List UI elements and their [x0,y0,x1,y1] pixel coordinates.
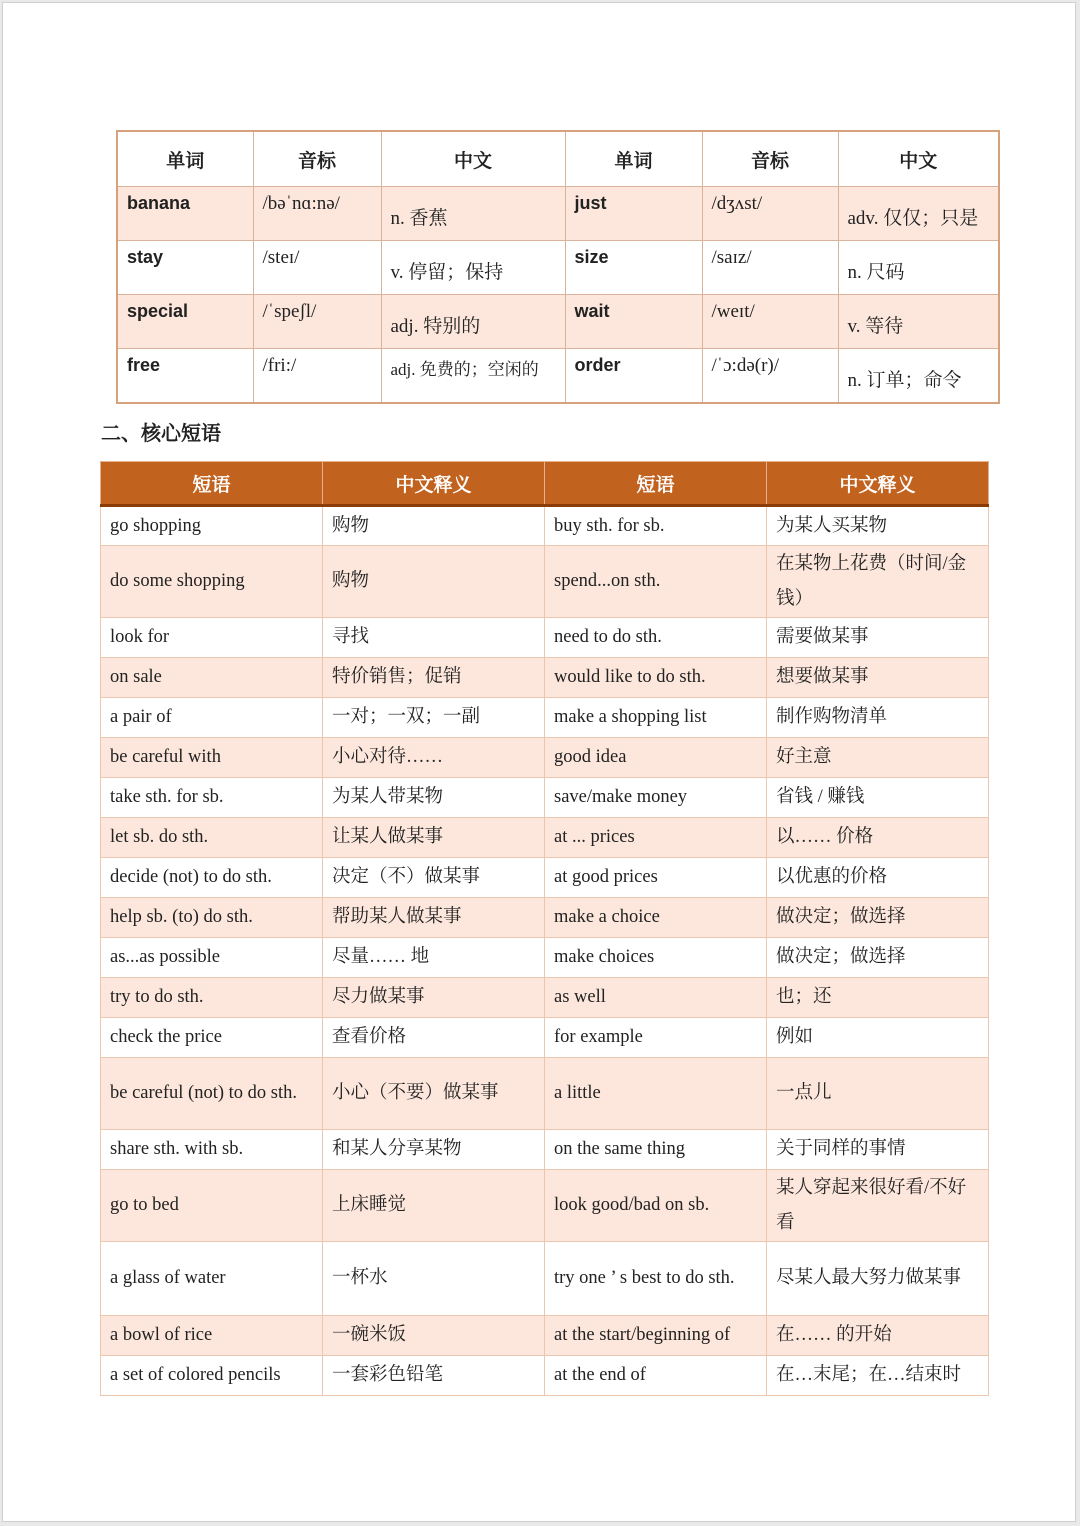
phrase: make choices [545,938,767,978]
phrase-row [101,898,989,938]
phrase-meaning: 在…末尾；在…结束时 [767,1356,989,1396]
phrase-meaning: 上床睡觉 [323,1170,545,1242]
phrase-meaning: 做决定；做选择 [767,938,989,978]
phrase-meaning: 一杯水 [323,1242,545,1316]
word: stay [117,241,253,295]
phrase: go to bed [101,1170,323,1242]
phrase-meaning: 也；还 [767,978,989,1018]
phrase-row [101,698,989,738]
phrase-meaning: 购物 [323,506,545,546]
phrase-row [101,1316,989,1356]
phrase-meaning: 特价销售；促销 [323,658,545,698]
phonetic: /bəˈnɑ:nə/ [253,187,381,241]
phrase: at good prices [545,858,767,898]
phrase-meaning: 关于同样的事情 [767,1130,989,1170]
header-word: 单词 [565,131,702,187]
phrase: try one ’ s best to do sth. [545,1242,767,1316]
header-meaning: 中文释义 [323,462,545,506]
phonetic: /dʒʌst/ [702,187,838,241]
phrase: check the price [101,1018,323,1058]
chinese-meaning: adv. 仅仅；只是 [838,187,999,241]
phrase: at the end of [545,1356,767,1396]
phrase: try to do sth. [101,978,323,1018]
phrase: make a shopping list [545,698,767,738]
chinese-meaning: v. 停留；保持 [381,241,565,295]
phrase: good idea [545,738,767,778]
phrase-meaning: 好主意 [767,738,989,778]
phrase: as...as possible [101,938,323,978]
phrase-row [101,1058,989,1130]
word: wait [565,295,702,349]
chinese-meaning: v. 等待 [838,295,999,349]
phonetic: /steɪ/ [253,241,381,295]
vocabulary-row [117,295,999,349]
section-title: 二、核心短语 [101,421,221,445]
phrase-meaning: 需要做某事 [767,618,989,658]
phrase-row [101,1356,989,1396]
vocabulary-row [117,349,999,404]
phrase-meaning: 小心对待…… [323,738,545,778]
phrase-meaning: 让某人做某事 [323,818,545,858]
phrase-meaning: 在某物上花费（时间/金钱） [767,546,989,618]
phrase-meaning: 在…… 的开始 [767,1316,989,1356]
vocabulary-row [117,241,999,295]
phrase: a glass of water [101,1242,323,1316]
phrase: let sb. do sth. [101,818,323,858]
phrase: look good/bad on sb. [545,1170,767,1242]
phrase-row [101,546,989,618]
phrase: at the start/beginning of [545,1316,767,1356]
phrase-meaning: 寻找 [323,618,545,658]
phrase-row [101,506,989,546]
phrase-meaning: 一套彩色铅笔 [323,1356,545,1396]
phonetic: /weɪt/ [702,295,838,349]
phrase: on the same thing [545,1130,767,1170]
phrase-meaning: 某人穿起来很好看/不好看 [767,1170,989,1242]
phrase: spend...on sth. [545,546,767,618]
phrase-meaning: 帮助某人做某事 [323,898,545,938]
phrase-row [101,618,989,658]
header-meaning: 中文释义 [767,462,989,506]
phrase-meaning: 制作购物清单 [767,698,989,738]
phrase-meaning: 查看价格 [323,1018,545,1058]
phrase-table [100,461,989,1396]
phrase-meaning: 例如 [767,1018,989,1058]
phrase-row [101,818,989,858]
header-phrase: 短语 [101,462,323,506]
phrase-row [101,658,989,698]
phrase-meaning: 一碗米饭 [323,1316,545,1356]
phrase-row [101,1170,989,1242]
header-word: 单词 [117,131,253,187]
chinese-meaning: n. 香蕉 [381,187,565,241]
phonetic: /ˈɔ:də(r)/ [702,349,838,404]
word: order [565,349,702,404]
phrase-header-row [101,462,989,506]
phrase-row [101,938,989,978]
phonetic: /saɪz/ [702,241,838,295]
chinese-meaning: n. 尺码 [838,241,999,295]
phrase-meaning: 尽量…… 地 [323,938,545,978]
phrase: would like to do sth. [545,658,767,698]
phrase-meaning: 尽力做某事 [323,978,545,1018]
phrase: make a choice [545,898,767,938]
phrase: a little [545,1058,767,1130]
phrase-meaning: 小心（不要）做某事 [323,1058,545,1130]
phrase: on sale [101,658,323,698]
phrase-row [101,858,989,898]
word: banana [117,187,253,241]
phrase-meaning: 为某人买某物 [767,506,989,546]
phrase: decide (not) to do sth. [101,858,323,898]
document-page [2,2,1076,1522]
word: free [117,349,253,404]
header-phonetic: 音标 [253,131,381,187]
phrase-row [101,1130,989,1170]
chinese-meaning: adj. 免费的；空闲的 [381,349,565,404]
phrase: for example [545,1018,767,1058]
phrase-meaning: 为某人带某物 [323,778,545,818]
chinese-meaning: adj. 特别的 [381,295,565,349]
phrase-row [101,1018,989,1058]
phrase-meaning: 一对；一双；一副 [323,698,545,738]
phrase-meaning: 以优惠的价格 [767,858,989,898]
phrase: buy sth. for sb. [545,506,767,546]
phrase: go shopping [101,506,323,546]
phrase-meaning: 一点儿 [767,1058,989,1130]
word: special [117,295,253,349]
phrase-meaning: 决定（不）做某事 [323,858,545,898]
word: just [565,187,702,241]
phrase: a set of colored pencils [101,1356,323,1396]
phrase-meaning: 想要做某事 [767,658,989,698]
phrase-row [101,738,989,778]
phrase-meaning: 以…… 价格 [767,818,989,858]
phrase: be careful (not) to do sth. [101,1058,323,1130]
header-phonetic: 音标 [702,131,838,187]
phrase-meaning: 尽某人最大努力做某事 [767,1242,989,1316]
phrase: help sb. (to) do sth. [101,898,323,938]
phrase-meaning: 省钱 / 赚钱 [767,778,989,818]
phrase: a bowl of rice [101,1316,323,1356]
phrase: as well [545,978,767,1018]
phrase: save/make money [545,778,767,818]
word: size [565,241,702,295]
phrase-meaning: 购物 [323,546,545,618]
phrase: at ... prices [545,818,767,858]
phrase: do some shopping [101,546,323,618]
phrase-row [101,978,989,1018]
phrase: take sth. for sb. [101,778,323,818]
phrase: share sth. with sb. [101,1130,323,1170]
phrase-meaning: 和某人分享某物 [323,1130,545,1170]
phrase: need to do sth. [545,618,767,658]
phrase-row [101,1242,989,1316]
phonetic: /fri:/ [253,349,381,404]
header-chinese: 中文 [838,131,999,187]
phrase: a pair of [101,698,323,738]
vocabulary-header-row [117,131,999,187]
phrase-row [101,778,989,818]
phrase: look for [101,618,323,658]
chinese-meaning: n. 订单；命令 [838,349,999,404]
vocabulary-row [117,187,999,241]
vocabulary-table [116,130,1000,404]
header-chinese: 中文 [381,131,565,187]
phrase: be careful with [101,738,323,778]
phrase-meaning: 做决定；做选择 [767,898,989,938]
phonetic: /ˈspeʃl/ [253,295,381,349]
header-phrase: 短语 [545,462,767,506]
